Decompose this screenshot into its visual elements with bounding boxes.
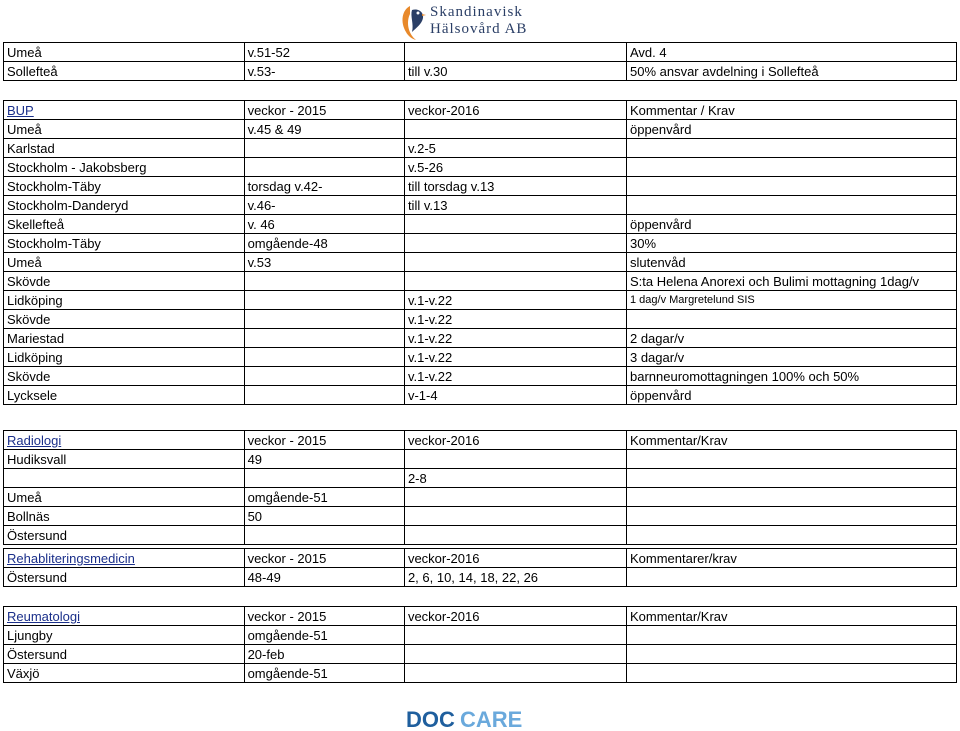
table-cell [244, 139, 404, 158]
table-cell: 2 dagar/v [626, 329, 956, 348]
table-cell: till torsdag v.13 [404, 177, 626, 196]
table-cell: v.45 & 49 [244, 120, 404, 139]
table-cell: 50 [244, 507, 404, 526]
table-cell [626, 469, 956, 488]
table-cell [244, 310, 404, 329]
table-cell: Stockholm-Danderyd [4, 196, 245, 215]
table-cell: omgående-51 [244, 626, 404, 645]
table-cell: Stockholm-Täby [4, 234, 245, 253]
logo-line1: Skandinavisk [430, 4, 523, 20]
table-cell: v.51-52 [244, 43, 404, 62]
table-cell: 49 [244, 450, 404, 469]
table-cell: v. 46 [244, 215, 404, 234]
table-cell [404, 215, 626, 234]
bup-header-row [4, 101, 957, 120]
table-row [4, 386, 957, 405]
table-cell: v.1-v.22 [404, 291, 626, 310]
table-row [4, 196, 957, 215]
bup-table-body [4, 101, 957, 405]
table-cell: öppenvård [626, 215, 956, 234]
table-cell [404, 234, 626, 253]
table-cell [626, 526, 956, 545]
table-cell: v-1-4 [404, 386, 626, 405]
rehab-section-title: Rehabliteringsmedicin [4, 549, 245, 568]
table-row [4, 310, 957, 329]
table-cell [626, 626, 956, 645]
table-cell: torsdag v.42- [244, 177, 404, 196]
table-cell [404, 664, 626, 683]
doccare-logo [406, 705, 534, 731]
logo-line2: Hälsovård AB [430, 21, 528, 37]
table-cell: Hudiksvall [4, 450, 245, 469]
table-cell: omgående-48 [244, 234, 404, 253]
table-cell [244, 329, 404, 348]
table-cell: Ljungby [4, 626, 245, 645]
table-cell: Mariestad [4, 329, 245, 348]
table-cell [244, 386, 404, 405]
table-cell [626, 139, 956, 158]
table-cell: Skellefteå [4, 215, 245, 234]
table-row [4, 139, 957, 158]
table-cell [244, 348, 404, 367]
table-cell: omgående-51 [244, 488, 404, 507]
table-cell [244, 367, 404, 386]
table-cell: Umeå [4, 488, 245, 507]
doccare-logo-a: DOC [406, 707, 455, 731]
table-cell: Östersund [4, 645, 245, 664]
table-cell [626, 568, 956, 587]
table-row [4, 291, 957, 310]
table-cell [404, 120, 626, 139]
table-cell: v.1-v.22 [404, 348, 626, 367]
table-cell [244, 469, 404, 488]
radiologi-column-header: veckor-2016 [404, 431, 626, 450]
table-cell: v.53 [244, 253, 404, 272]
table-row [4, 215, 957, 234]
table-cell: slutenvåd [626, 253, 956, 272]
table-row [4, 272, 957, 291]
table-cell: v.46- [244, 196, 404, 215]
table-cell: Avd. 4 [626, 43, 956, 62]
bird-icon [398, 2, 428, 42]
radiologi-table [3, 430, 957, 545]
skandinavisk-halsovard-logo [398, 2, 548, 42]
rehab-table [3, 548, 957, 587]
table-row [4, 450, 957, 469]
radiologi-section-title: Radiologi [4, 431, 245, 450]
reuma-column-header: veckor - 2015 [244, 607, 404, 626]
table-cell: Bollnäs [4, 507, 245, 526]
table-cell: Östersund [4, 568, 245, 587]
reuma-column-header: Kommentar/Krav [626, 607, 956, 626]
table-cell [626, 196, 956, 215]
doccare-logo-b: CARE [460, 707, 523, 731]
radiologi-column-header: Kommentar/Krav [626, 431, 956, 450]
rehab-column-header: Kommentarer/krav [626, 549, 956, 568]
reuma-column-header: veckor-2016 [404, 607, 626, 626]
top-table [3, 42, 957, 81]
table-cell [404, 272, 626, 291]
table-cell [626, 664, 956, 683]
table-cell [626, 450, 956, 469]
rehab-column-header: veckor - 2015 [244, 549, 404, 568]
table-cell: v.1-v.22 [404, 367, 626, 386]
table-row [4, 348, 957, 367]
table-cell [626, 488, 956, 507]
table-cell: v.1-v.22 [404, 329, 626, 348]
table-cell [404, 507, 626, 526]
bup-section-title: BUP [4, 101, 245, 120]
table-cell: Sollefteå [4, 62, 245, 81]
table-cell: Växjö [4, 664, 245, 683]
table-row [4, 329, 957, 348]
rehab-header-row [4, 549, 957, 568]
table-cell: till v.13 [404, 196, 626, 215]
table-cell: Stockholm-Täby [4, 177, 245, 196]
table-row [4, 507, 957, 526]
reumatologi-table-body [4, 607, 957, 683]
table-cell: Östersund [4, 526, 245, 545]
table-cell [626, 158, 956, 177]
table-row [4, 526, 957, 545]
table-cell: barnneuromottagningen 100% och 50% [626, 367, 956, 386]
reumatologi-table [3, 606, 957, 683]
table-cell: Lidköping [4, 348, 245, 367]
table-cell [404, 488, 626, 507]
table-cell: v.2-5 [404, 139, 626, 158]
table-cell [626, 645, 956, 664]
table-cell: 20-feb [244, 645, 404, 664]
table-cell: v.5-26 [404, 158, 626, 177]
table-row [4, 234, 957, 253]
bup-column-header: veckor - 2015 [244, 101, 404, 120]
bup-column-header: veckor-2016 [404, 101, 626, 120]
table-cell [404, 450, 626, 469]
table-cell [404, 626, 626, 645]
table-cell: v.53- [244, 62, 404, 81]
table-row [4, 62, 957, 81]
table-cell: 2-8 [404, 469, 626, 488]
table-row [4, 367, 957, 386]
table-cell [626, 177, 956, 196]
table-cell: 50% ansvar avdelning i Sollefteå [626, 62, 956, 81]
table-row [4, 43, 957, 62]
radiologi-header-row [4, 431, 957, 450]
table-cell: 2, 6, 10, 14, 18, 22, 26 [404, 568, 626, 587]
table-cell [404, 253, 626, 272]
table-row [4, 469, 957, 488]
reuma-section-title: Reumatologi [4, 607, 245, 626]
table-row [4, 120, 957, 139]
rehab-column-header: veckor-2016 [404, 549, 626, 568]
table-cell [244, 291, 404, 310]
table-cell [404, 526, 626, 545]
table-row [4, 177, 957, 196]
table-cell [404, 645, 626, 664]
table-cell: 1 dag/v Margretelund SIS [626, 291, 956, 310]
table-cell: öppenvård [626, 386, 956, 405]
table-cell: Stockholm - Jakobsberg [4, 158, 245, 177]
top-table-body [4, 43, 957, 81]
table-cell: till v.30 [404, 62, 626, 81]
table-cell [244, 272, 404, 291]
table-cell [4, 469, 245, 488]
table-cell [626, 310, 956, 329]
rehab-table-body [4, 549, 957, 587]
table-cell [404, 43, 626, 62]
table-cell: v.1-v.22 [404, 310, 626, 329]
table-row [4, 488, 957, 507]
radiologi-column-header: veckor - 2015 [244, 431, 404, 450]
table-row [4, 664, 957, 683]
table-cell: Skövde [4, 310, 245, 329]
table-row [4, 158, 957, 177]
table-cell: Umeå [4, 253, 245, 272]
table-cell: 3 dagar/v [626, 348, 956, 367]
table-row [4, 626, 957, 645]
bup-column-header: Kommentar / Krav [626, 101, 956, 120]
table-cell [626, 507, 956, 526]
table-cell: S:ta Helena Anorexi och Bulimi mottagning 1dag/v [626, 272, 956, 291]
table-row [4, 645, 957, 664]
table-cell: Umeå [4, 120, 245, 139]
table-row [4, 253, 957, 272]
table-cell: Lycksele [4, 386, 245, 405]
table-cell: Skövde [4, 367, 245, 386]
table-cell: Karlstad [4, 139, 245, 158]
bup-table [3, 100, 957, 405]
radiologi-table-body [4, 431, 957, 545]
table-cell: Lidköping [4, 291, 245, 310]
table-cell [244, 526, 404, 545]
table-cell: 30% [626, 234, 956, 253]
table-cell: Skövde [4, 272, 245, 291]
reuma-header-row [4, 607, 957, 626]
table-cell: 48-49 [244, 568, 404, 587]
table-row [4, 568, 957, 587]
table-cell [244, 158, 404, 177]
table-cell: omgående-51 [244, 664, 404, 683]
table-cell: Umeå [4, 43, 245, 62]
table-cell: öppenvård [626, 120, 956, 139]
